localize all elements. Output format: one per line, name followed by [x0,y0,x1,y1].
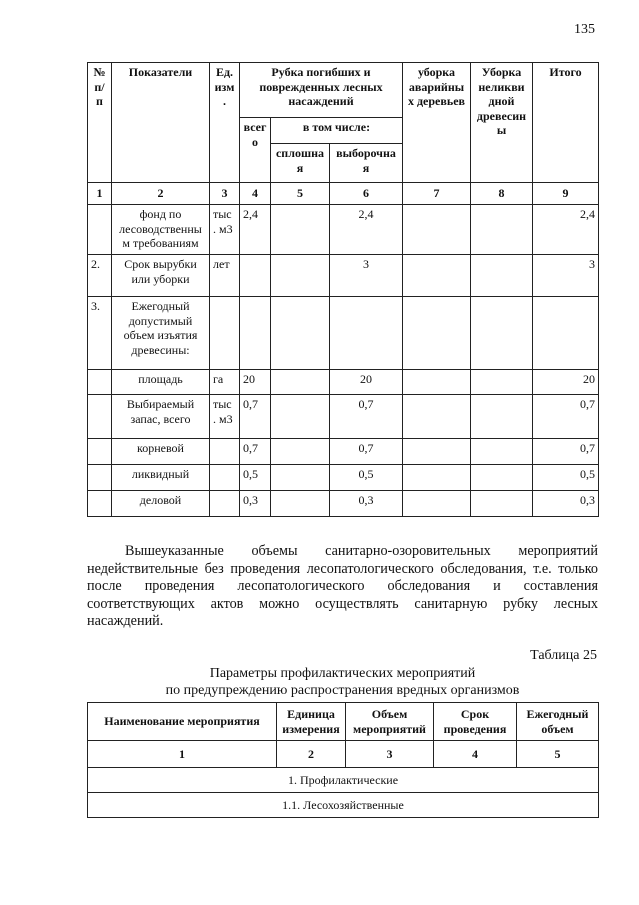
table-cell [330,297,403,370]
table-cell [403,370,471,395]
table-cell: ликвидный [112,465,210,491]
table-row [88,255,599,297]
table-cell: площадь [112,370,210,395]
table-cell [471,439,533,465]
table-cell: 0,3 [330,491,403,517]
table-cell [210,491,240,517]
table-cell: 0,3 [240,491,271,517]
table-cell: фонд по лесоводственны м требованиям [112,205,210,255]
header-felling: Рубка погибших и поврежденных лесных насаждений [240,63,403,118]
table-cell: Ежегодный допустимый объем изъятия древесины: [112,297,210,370]
table-cell [403,465,471,491]
col-number: 9 [533,183,599,205]
table-cell [271,205,330,255]
table-row [88,395,599,439]
table-cell [471,370,533,395]
table-cell: 20 [240,370,271,395]
section-row [88,768,599,793]
table-cell [271,297,330,370]
table-cell [271,491,330,517]
table-cell [240,297,271,370]
table-cell [240,255,271,297]
table-cell: Выбираемый запас, всего [112,395,210,439]
preventive-measures-table [87,702,599,818]
table-cell [403,491,471,517]
table-cell [403,297,471,370]
header-illiquid-wood: Уборка неликви дной древесин ы [471,63,533,183]
header-annual-volume: Ежегодный объем [517,703,599,741]
col-number: 4 [434,741,517,768]
table-cell [271,395,330,439]
table-cell [471,297,533,370]
table-cell: 0,7 [240,439,271,465]
table-cell: 0,7 [330,439,403,465]
table-cell [271,439,330,465]
table-cell [88,395,112,439]
table-row [88,205,599,255]
table-cell: 0,5 [330,465,403,491]
section-title: 1.1. Лесохозяйственные [88,793,599,818]
header-indicators: Показатели [112,63,210,183]
table-cell: деловой [112,491,210,517]
table-cell: тыс . м3 [210,395,240,439]
table-caption-line: Параметры профилактических мероприятий [209,666,476,681]
section-title: 1. Профилактические [88,768,599,793]
table-cell [88,370,112,395]
header-including: в том числе: [271,118,403,144]
table-cell: 0,7 [330,395,403,439]
table-cell: 2,4 [330,205,403,255]
table-caption-line: по предупреждению распространения вредных организмов [165,683,520,698]
table-cell: 2,4 [240,205,271,255]
table-cell [210,297,240,370]
header-row-number: № п/ п [88,63,112,183]
table-cell: 20 [330,370,403,395]
page-number: 135 [574,22,595,37]
table-row [88,465,599,491]
table-cell: 0,7 [533,439,599,465]
table-row [88,491,599,517]
col-number: 6 [330,183,403,205]
col-number: 8 [471,183,533,205]
table-cell [403,255,471,297]
body-paragraph: Вышеуказанные объемы санитарно-озоровительных мероприятий недействительные без проведения лесопатологического обследования, т.е. только после проведения лесопатологического обследования и составления соответствующих актов можно осуществлять санитарную рубку лесных насаждений. [87,543,598,630]
table-row [88,297,599,370]
table-cell: 0,7 [533,395,599,439]
col-number: 5 [517,741,599,768]
table-cell [271,370,330,395]
col-number: 7 [403,183,471,205]
header-measure-name: Наименование мероприятия [88,703,277,741]
header-all: всег о [240,118,271,183]
table-cell [471,255,533,297]
table-row [88,370,599,395]
table-cell: 3 [533,255,599,297]
col-number: 2 [112,183,210,205]
header-volume: Объем мероприятий [346,703,434,741]
header-total: Итого [533,63,599,183]
table-cell [403,439,471,465]
col-number: 3 [346,741,434,768]
table-cell: 2. [88,255,112,297]
table-row [88,439,599,465]
table-cell [471,395,533,439]
col-number: 4 [240,183,271,205]
table-cell [471,205,533,255]
header-unit: Единица измерения [277,703,346,741]
table-cell: 0,5 [533,465,599,491]
table-cell: га [210,370,240,395]
table-cell [88,205,112,255]
header-selective-felling: выборочна я [330,144,403,183]
table-cell: 0,5 [240,465,271,491]
table-cell: тыс . м3 [210,205,240,255]
table-cell [88,439,112,465]
table-cell [210,465,240,491]
table-caption [87,665,598,699]
table-cell: Срок вырубки или уборки [112,255,210,297]
header-period: Срок проведения [434,703,517,741]
table-cell: 2,4 [533,205,599,255]
column-numbers-row [88,183,599,205]
col-number: 2 [277,741,346,768]
table-cell [403,395,471,439]
col-number: 1 [88,741,277,768]
col-number: 1 [88,183,112,205]
table-cell: 0,3 [533,491,599,517]
column-numbers-row [88,741,599,768]
table-cell [471,465,533,491]
col-number: 5 [271,183,330,205]
header-unit: Ед. изм . [210,63,240,183]
table-cell [88,491,112,517]
table-cell: корневой [112,439,210,465]
forest-indicators-table [87,62,599,517]
table-cell [271,465,330,491]
header-emergency-trees: уборка аварийны х деревьев [403,63,471,183]
table-cell: лет [210,255,240,297]
table-cell [88,465,112,491]
section-row [88,793,599,818]
table-cell [210,439,240,465]
table-cell [271,255,330,297]
table-cell [403,205,471,255]
table-cell: 20 [533,370,599,395]
table-label: Таблица 25 [530,648,597,663]
header-clear-felling: сплошна я [271,144,330,183]
table-cell [471,491,533,517]
table-cell [533,297,599,370]
col-number: 3 [210,183,240,205]
table-cell: 3. [88,297,112,370]
table-cell: 0,7 [240,395,271,439]
table-cell: 3 [330,255,403,297]
